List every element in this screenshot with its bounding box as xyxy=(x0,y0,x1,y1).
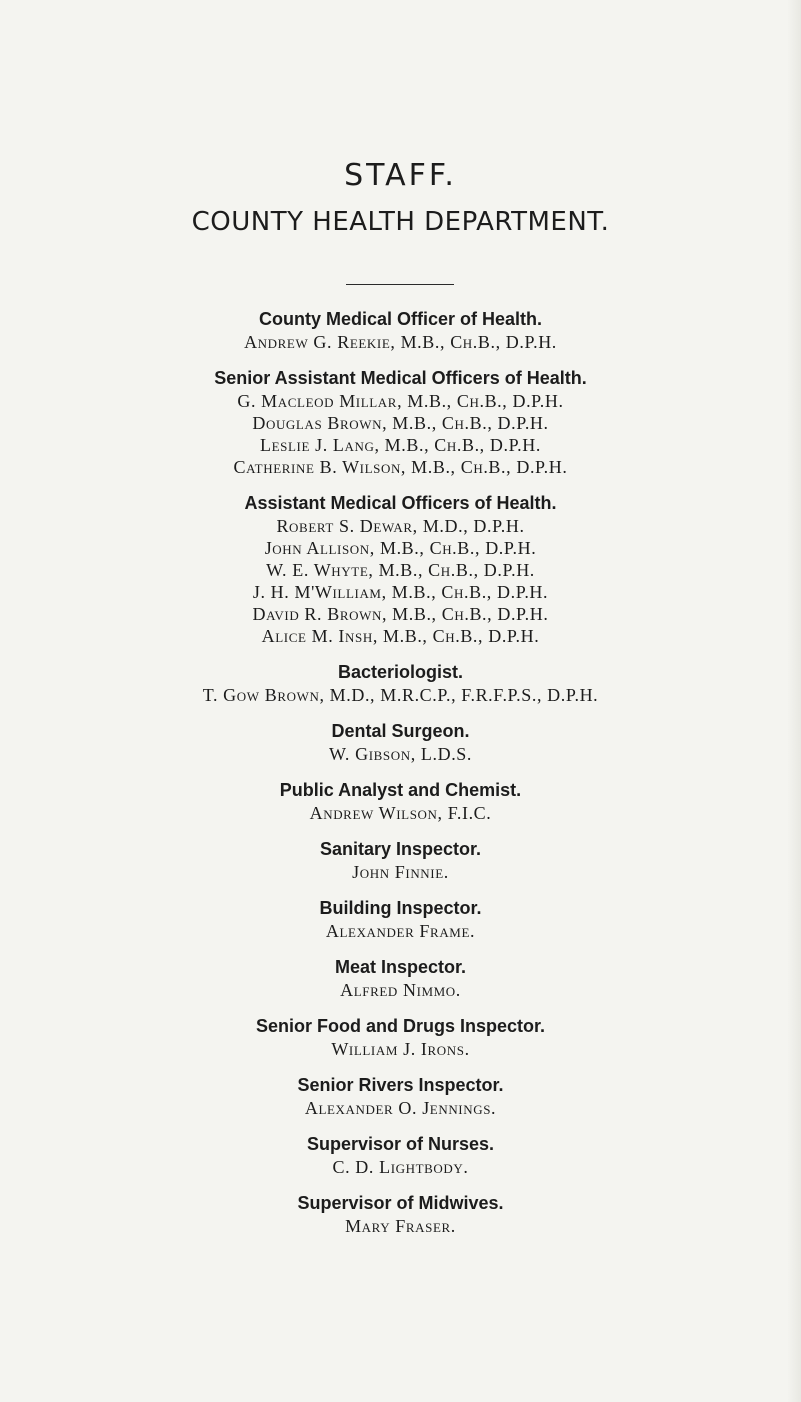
section-heading: Assistant Medical Officers of Health. xyxy=(244,493,557,513)
staff-name: J. H. M'William, M.B., Ch.B., D.P.H. xyxy=(252,582,549,602)
page-title: STAFF. xyxy=(344,158,457,193)
staff-name: David R. Brown, M.B., Ch.B., D.P.H. xyxy=(252,604,549,624)
staff-name: William J. Irons. xyxy=(331,1039,470,1059)
staff-name: Alfred Nimmo. xyxy=(340,980,461,1000)
section-heading: Public Analyst and Chemist. xyxy=(279,780,522,800)
section-heading: Meat Inspector. xyxy=(334,957,467,977)
section-heading: Senior Food and Drugs Inspector. xyxy=(255,1016,546,1036)
staff-list xyxy=(0,308,801,1251)
staff-name: Catherine B. Wilson, M.B., Ch.B., D.P.H. xyxy=(233,457,568,477)
staff-section xyxy=(0,492,801,647)
staff-section xyxy=(0,1015,801,1060)
section-heading: Sanitary Inspector. xyxy=(319,839,482,859)
section-heading: Supervisor of Nurses. xyxy=(306,1134,495,1154)
staff-section xyxy=(0,1074,801,1119)
title-divider xyxy=(346,284,454,285)
staff-section xyxy=(0,1192,801,1237)
section-heading: Building Inspector. xyxy=(319,898,482,918)
staff-name: Robert S. Dewar, M.D., D.P.H. xyxy=(276,516,525,536)
staff-name: Andrew G. Reekie, M.B., Ch.B., D.P.H. xyxy=(244,332,557,352)
staff-name: W. E. Whyte, M.B., Ch.B., D.P.H. xyxy=(266,560,535,580)
staff-name: Alice M. Insh, M.B., Ch.B., D.P.H. xyxy=(261,626,540,646)
staff-section xyxy=(0,897,801,942)
staff-section xyxy=(0,1133,801,1178)
staff-name: John Allison, M.B., Ch.B., D.P.H. xyxy=(264,538,537,558)
staff-section xyxy=(0,308,801,353)
staff-name: Alexander Frame. xyxy=(325,921,476,941)
staff-name: Mary Fraser. xyxy=(345,1216,456,1236)
staff-name: Leslie J. Lang, M.B., Ch.B., D.P.H. xyxy=(260,435,541,455)
section-heading: Bacteriologist. xyxy=(337,662,464,682)
staff-section xyxy=(0,661,801,706)
staff-name: John Finnie. xyxy=(352,862,449,882)
staff-name: G. Macleod Millar, M.B., Ch.B., D.P.H. xyxy=(237,391,564,411)
staff-name: Douglas Brown, M.B., Ch.B., D.P.H. xyxy=(252,413,549,433)
staff-name: C. D. Lightbody. xyxy=(332,1157,469,1177)
staff-name: Andrew Wilson, F.I.C. xyxy=(309,803,492,823)
section-heading: Supervisor of Midwives. xyxy=(297,1193,504,1213)
staff-section xyxy=(0,720,801,765)
department-title: COUNTY HEALTH DEPARTMENT. xyxy=(191,207,610,237)
section-heading: Senior Assistant Medical Officers of Health. xyxy=(214,368,587,388)
staff-name: Alexander O. Jennings. xyxy=(304,1098,497,1118)
section-heading: Senior Rivers Inspector. xyxy=(297,1075,504,1095)
staff-name: T. Gow Brown, M.D., M.R.C.P., F.R.F.P.S., D.P.H. xyxy=(202,685,599,705)
staff-section xyxy=(0,367,801,478)
staff-name: W. Gibson, L.D.S. xyxy=(328,744,473,764)
staff-section xyxy=(0,838,801,883)
staff-section xyxy=(0,779,801,824)
section-heading: Dental Surgeon. xyxy=(331,721,470,741)
staff-section xyxy=(0,956,801,1001)
section-heading: County Medical Officer of Health. xyxy=(258,309,543,329)
